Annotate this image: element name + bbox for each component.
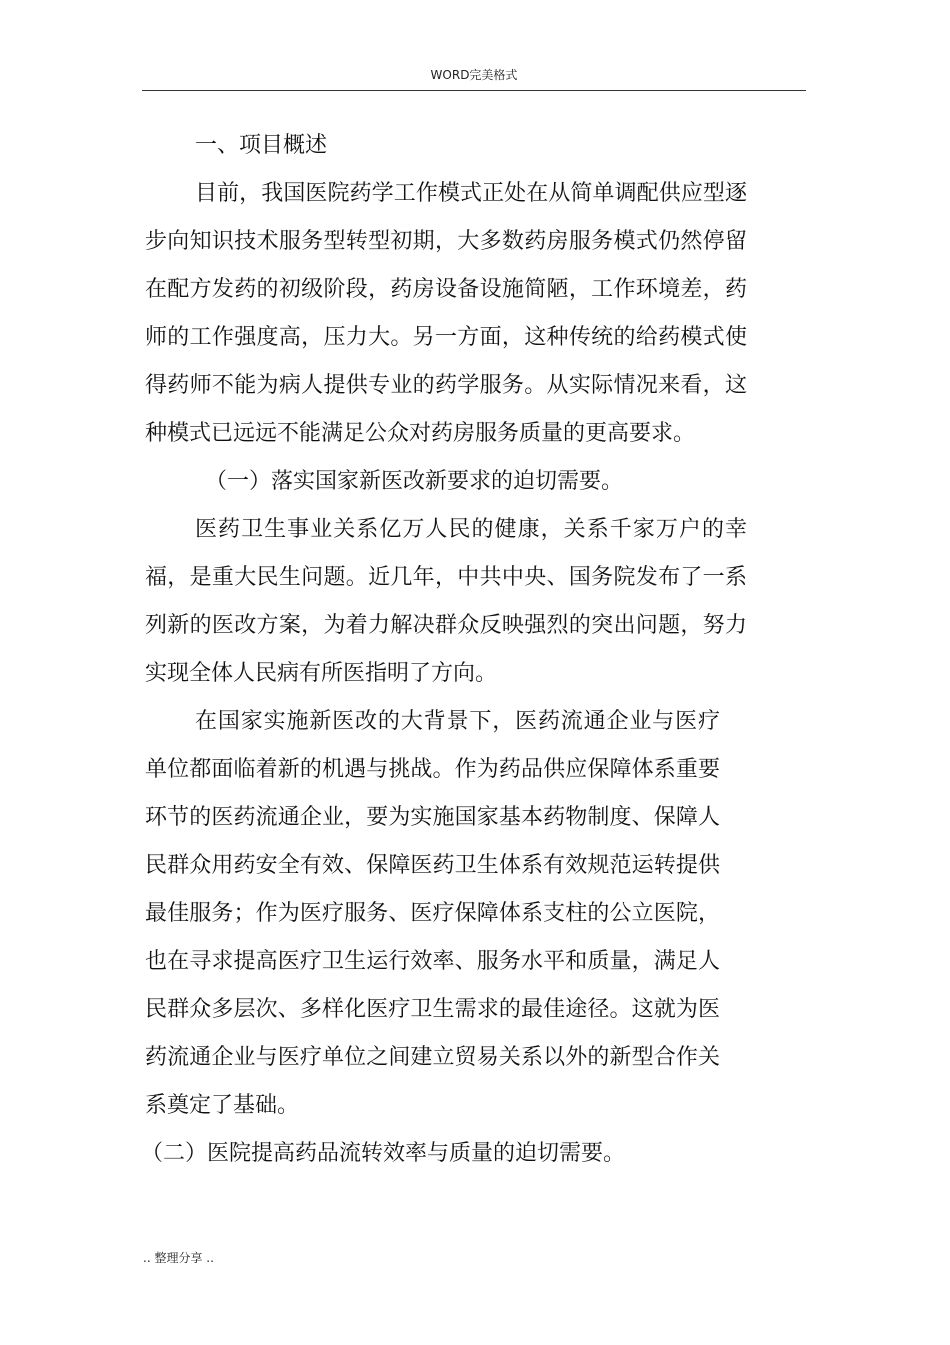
page-header: WORD完美格式 [430,68,518,82]
paragraph-intro: 目前，我国医院药学工作模式正处在从简单调配供应型逐步向知识技术服务型转型初期，大多数药房服务模式仍然停留在配方发药的初级阶段，药房设备设施简陋，工作环境差，药师的工作强度高，压力大。另一方面，这种传统的给药模式使得药师不能为病人提供专业的药学服务。从实际情况来看，这种模式已远远不能满足公众对药房服务质量的更高要求。 [145,181,747,446]
subsection-title-2: （二）医院提高药品流转效率与质量的迫切需要。 [141,1141,626,1166]
subsection-title-1: （一）落实国家新医改新要求的迫切需要。 [205,469,624,494]
document-body [141,122,747,1178]
paragraph-reform: 在国家实施新医改的大背景下，医药流通企业与医疗单位都面临着新的机遇与挑战。作为药品供应保障体系重要环节的医药流通企业，要为实施国家基本药物制度、保障人民群众用药安全有效、保障医药卫生体系有效规范运转提供最佳服务；作为医疗服务、医疗保障体系支柱的公立医院，也在寻求提高医疗卫生运行效率、服务水平和质量，满足人民群众多层次、多样化医疗卫生需求的最佳途径。这就为医药流通企业与医疗单位之间建立贸易关系以外的新型合作关系奠定了基础。 [145,709,720,1118]
section-title: 一、项目概述 [195,133,328,158]
paragraph-healthcare: 医药卫生事业关系亿万人民的健康，关系千家万户的幸福，是重大民生问题。近几年，中共中央、国务院发布了一系列新的医改方案，为着力解决群众反映强烈的突出问题，努力实现全体人民病有所医指明了方向。 [145,517,747,686]
header-divider [142,90,806,91]
page-footer: .. 整理分享 .. [143,1251,214,1265]
